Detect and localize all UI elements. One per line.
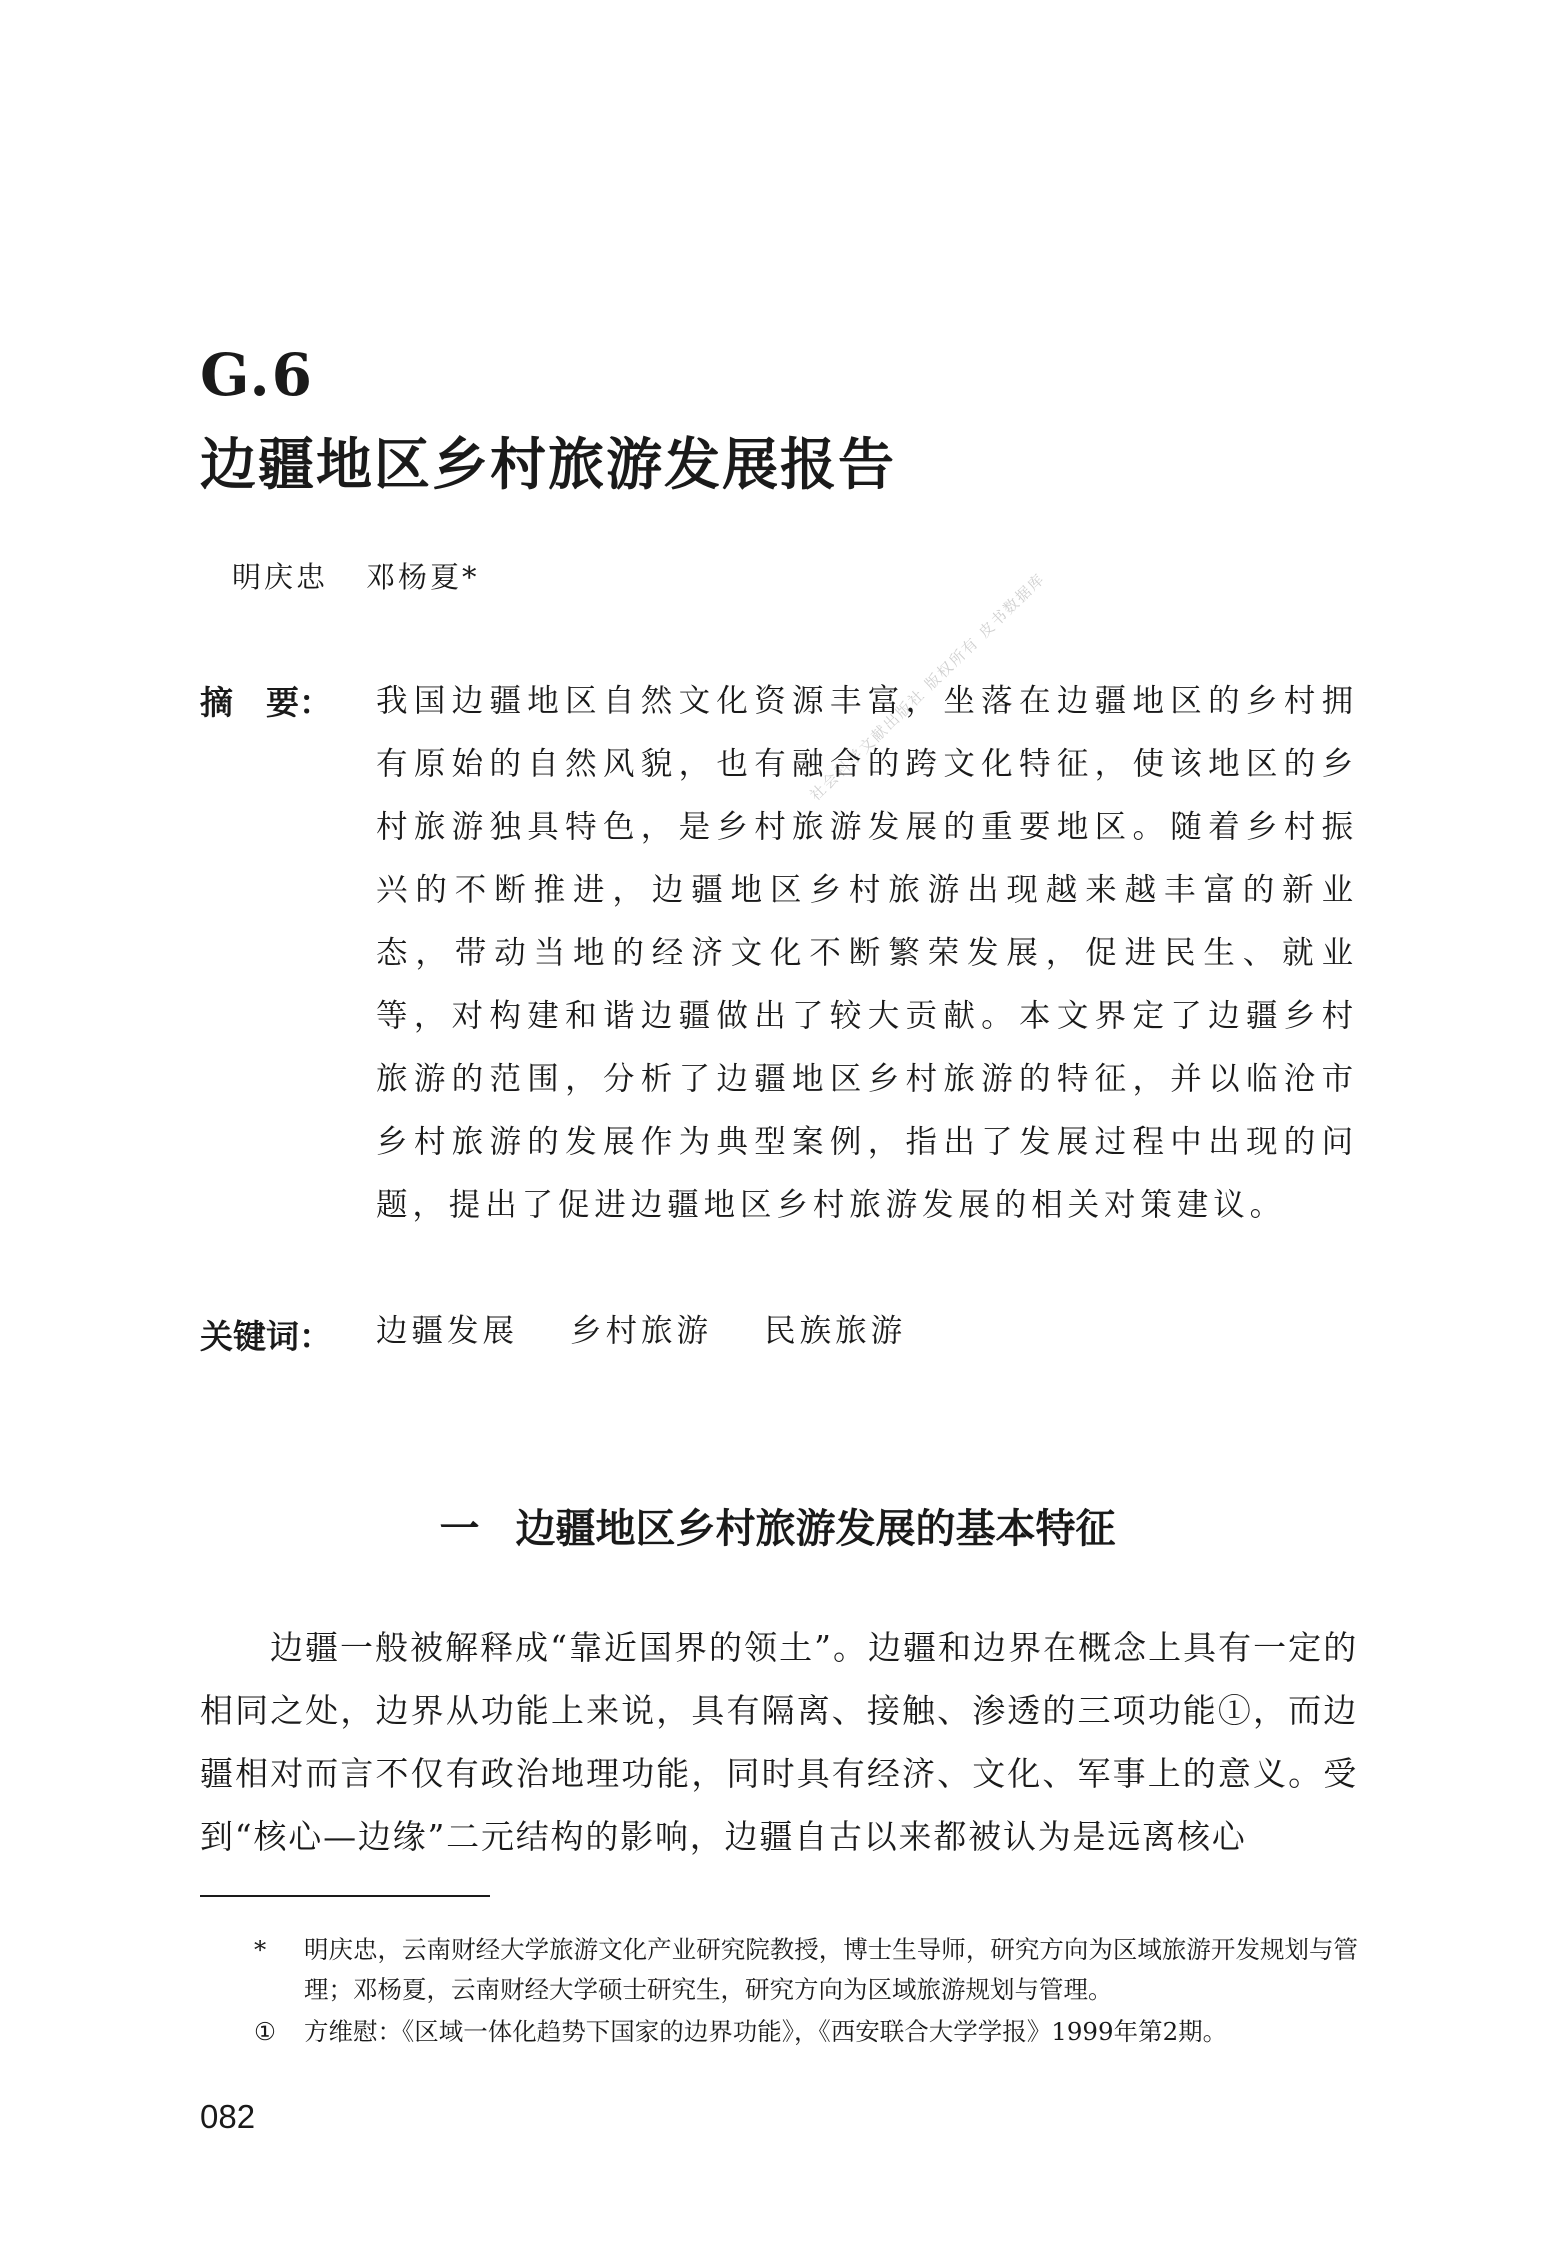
abstract-label: 摘 要： — [200, 683, 332, 722]
chapter-label: G.6 — [200, 341, 315, 409]
footnote-item — [200, 2012, 1358, 2052]
keyword-item: 乡村旅游 — [570, 1313, 713, 1349]
section-number: 一 — [439, 1505, 480, 1552]
footnote-item — [200, 1930, 1358, 2010]
footnote-text: 明庆忠，云南财经大学旅游文化产业研究院教授，博士生导师，研究方向为区域旅游开发规划与管理；邓杨夏，云南财经大学硕士研究生，研究方向为区域旅游规划与管理。 — [304, 1935, 1358, 2004]
section-heading — [0, 1497, 1555, 1554]
keyword-item: 民族旅游 — [764, 1313, 907, 1349]
watermark: 社会科学文献出版社 版权所有 皮书数据库 — [806, 569, 1049, 805]
section-title: 边疆地区乡村旅游发展的基本特征 — [515, 1505, 1116, 1552]
author-1: 明庆忠 — [232, 560, 329, 594]
footnote-mark: ① — [254, 2017, 276, 2046]
keywords-list — [376, 1306, 944, 1351]
footnotes — [200, 1930, 1358, 2054]
footnote-text: 方维慰：《区域一体化趋势下国家的边界功能》，《西安联合大学学报》1999年第2期。 — [304, 2017, 1228, 2046]
report-title: 边疆地区乡村旅游发展报告 — [200, 432, 896, 498]
footnote-mark: * — [254, 1935, 267, 1964]
keywords-label: 关键词： — [200, 1317, 332, 1356]
page-number: 082 — [200, 2098, 256, 2135]
footnote-divider — [200, 1895, 490, 1897]
author-2: 邓杨夏* — [366, 560, 480, 594]
keyword-item: 边疆发展 — [376, 1313, 519, 1349]
abstract-text: 我国边疆地区自然文化资源丰富，坐落在边疆地区的乡村拥有原始的自然风貌，也有融合的跨文化特征，使该地区的乡村旅游独具特色，是乡村旅游发展的重要地区。随着乡村振兴的不断推进，边疆地区乡村旅游出现越来越丰富的新业态，带动当地的经济文化不断繁荣发展，促进民生、就业等，对构建和谐边疆做出了较大贡献。本文界定了边疆乡村旅游的范围，分析了边疆地区乡村旅游的特征，并以临沧市乡村旅游的发展作为典型案例，指出了发展过程中出现的问题，提出了促进边疆地区乡村旅游发展的相关对策建议。 — [376, 683, 1358, 1223]
authors-line — [232, 555, 480, 596]
body-paragraph: 边疆一般被解释成“靠近国界的领土”。边疆和边界在概念上具有一定的相同之处，边界从功能上来说，具有隔离、接触、渗透的三项功能①，而边疆相对而言不仅有政治地理功能，同时具有经济、文化、军事上的意义。受到“核心—边缘”二元结构的影响，边疆自古以来都被认为是远离核心 — [200, 1628, 1358, 1856]
